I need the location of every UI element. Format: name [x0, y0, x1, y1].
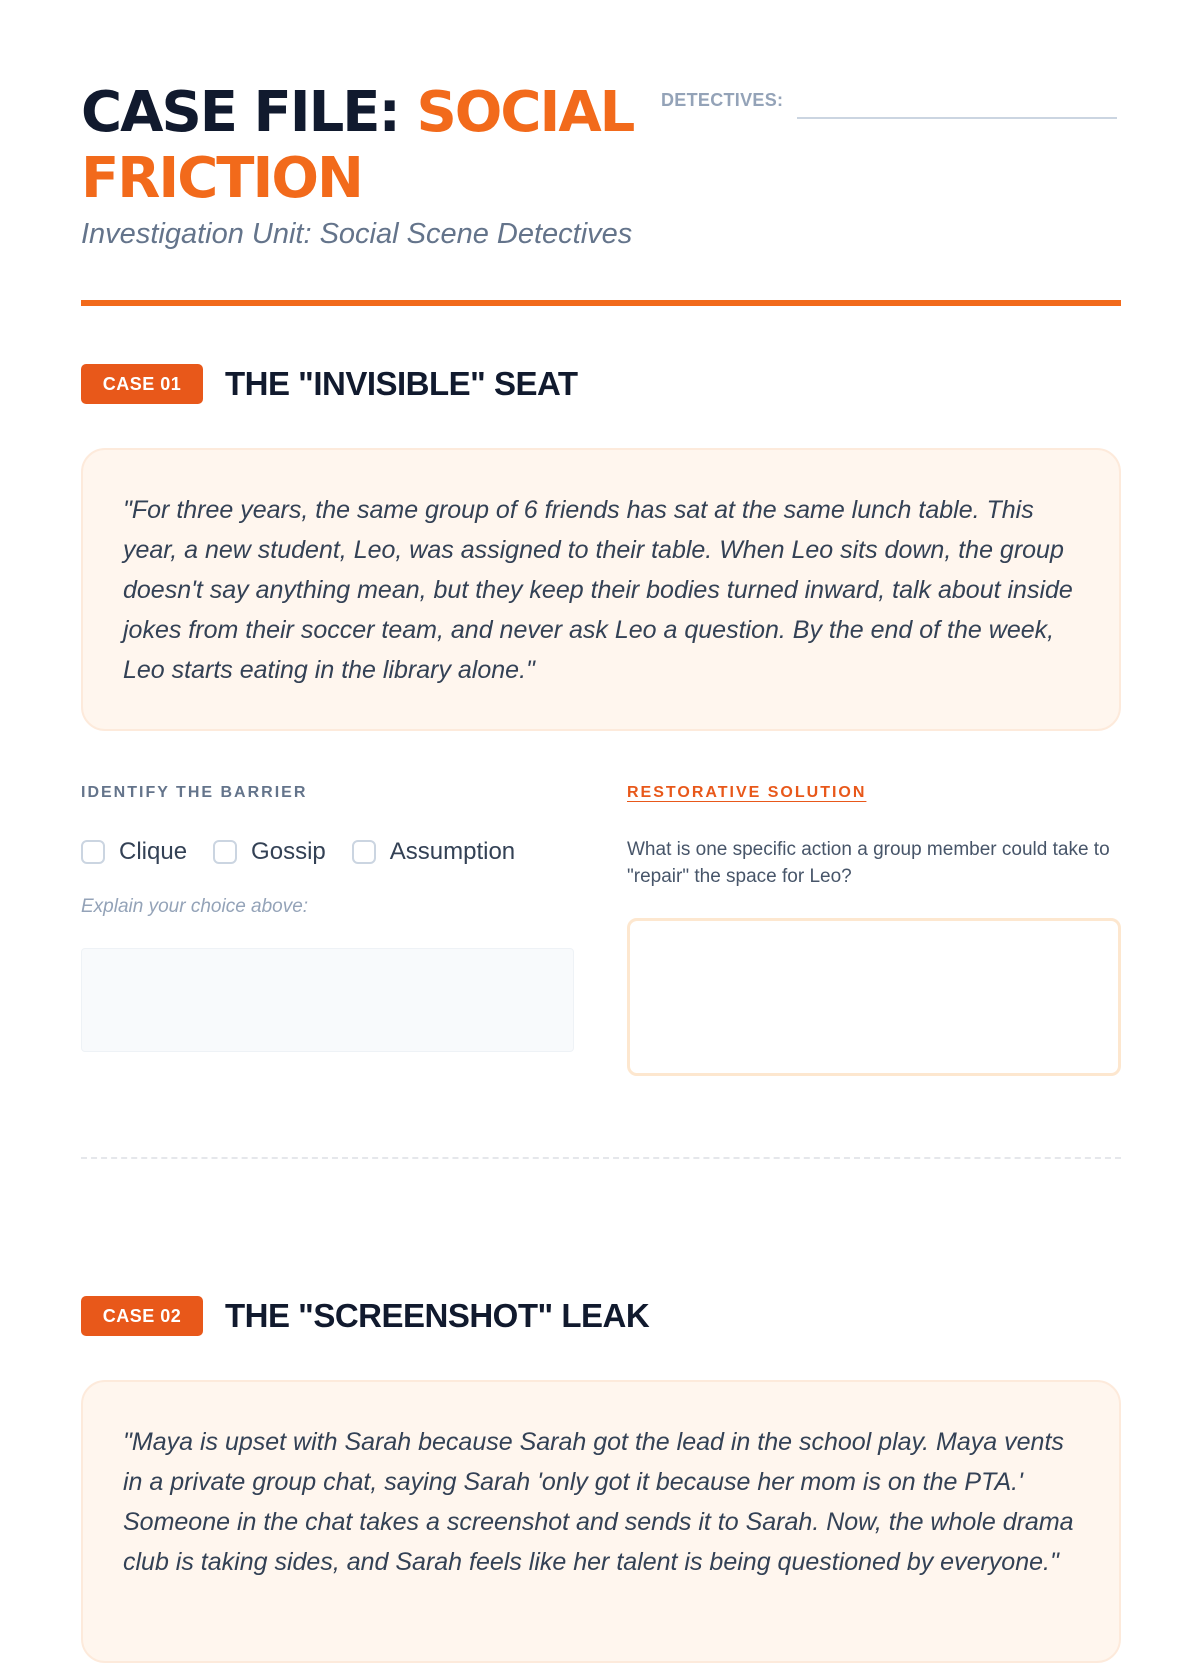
title-accent: SOCIAL FRICTION: [81, 80, 634, 211]
barrier-choices: [81, 838, 574, 866]
barrier-label: IDENTIFY THE BARRIER: [81, 784, 308, 801]
case-01-title: THE "INVISIBLE" SEAT: [225, 365, 578, 402]
solution-section: [627, 784, 1121, 1076]
solution-label: RESTORATIVE SOLUTION: [627, 784, 867, 801]
choice-assumption-label: Assumption: [389, 838, 516, 865]
case-02-scenario: [81, 1380, 1121, 1663]
page-header: [81, 0, 1121, 306]
explain-answer-box[interactable]: [81, 948, 574, 1052]
case-separator: [81, 1157, 1121, 1159]
case-01-heading: [81, 364, 578, 404]
case-02-scenario-text: "Maya is upset with Sarah because Sarah got the lead in the school play. Maya vents in a private group chat, saying Sarah 'only got it because her mom is on the PTA.' Someone in the chat takes a screenshot and sends it to Sarah. Now, the whole drama club is taking sides, and Sarah feels like her talent is being questioned by everyone.": [123, 1428, 1074, 1576]
choice-clique[interactable]: [81, 838, 187, 866]
page-title: [81, 80, 661, 212]
choice-assumption[interactable]: [352, 838, 515, 866]
checkbox-gossip[interactable]: [213, 840, 237, 864]
worksheet-page: [81, 0, 1121, 1576]
title-prefix: CASE FILE:: [81, 80, 399, 145]
detectives-field: [661, 90, 1117, 111]
case-02-heading: [81, 1296, 649, 1336]
case-01-scenario: [81, 448, 1121, 731]
case-01-badge: CASE 01: [81, 364, 203, 404]
page-subtitle: Investigation Unit: Social Scene Detectives: [81, 218, 633, 250]
choice-gossip[interactable]: [213, 838, 326, 866]
explain-hint: Explain your choice above:: [81, 896, 309, 917]
choice-clique-label: Clique: [119, 838, 188, 865]
detectives-label: DETECTIVES:: [661, 90, 784, 110]
case-01-scenario-text: "For three years, the same group of 6 friends has sat at the same lunch table. This year, a new student, Leo, was assigned to their table. When Leo sits down, the group doesn't say anything mean, but they keep their bodies turned inward, talk about inside jokes from their soccer team, and never ask Leo a question. By the end of the week, Leo starts eating in the library alone.": [123, 496, 1073, 684]
solution-answer-box[interactable]: [627, 918, 1121, 1076]
case-02-badge: CASE 02: [81, 1296, 203, 1336]
choice-gossip-label: Gossip: [251, 838, 326, 865]
checkbox-clique[interactable]: [81, 840, 105, 864]
case-02-title: THE "SCREENSHOT" LEAK: [225, 1297, 650, 1334]
checkbox-assumption[interactable]: [352, 840, 376, 864]
solution-prompt: What is one specific action a group member could take to "repair" the space for Leo?: [627, 839, 1110, 887]
barrier-section: [81, 784, 574, 1052]
detectives-input-line[interactable]: [797, 117, 1117, 119]
header-divider: [81, 300, 1121, 306]
